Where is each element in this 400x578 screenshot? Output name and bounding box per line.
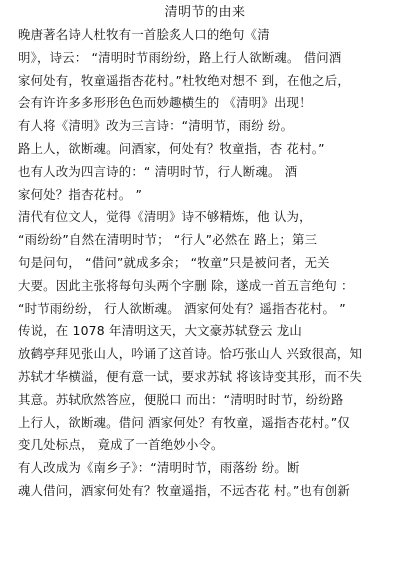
text-line: 清代有位文人，觉得《清明》诗不够精炼，他 认为， [18,209,312,225]
paragraph-three-character [18,115,392,161]
text-line: 句是问句， “借问”就成多余； “牧童”只是被问者，无关 [18,254,330,270]
paragraph-su-shi-legend [18,320,392,457]
paragraph-nan-xiang-zi [18,457,392,503]
paragraph-intro [18,24,392,115]
text-line: “时节雨纷纷， 行人欲断魂。 酒家何处有？遥指杏花村。 ” [18,300,346,316]
text-line: 明》，诗云： “清明时节雨纷纷，路上行人欲断魂。 借问酒 [18,49,342,65]
text-line: 传说，在 1078 年清明这天，大文豪苏轼登云 龙山 [18,323,302,339]
text-line: 上行人，欲断魂。借问 酒家何处？有牧童，遥指杏花村。”仅 [18,414,350,430]
text-line: 放鹤亭拜见张山人，吟诵了这首诗。恰巧张山人 兴致很高，知 [18,346,363,362]
text-line: 也有人改为四言诗的：“ 清明时节，行人断魂。 酒 [18,163,298,179]
document-title: 清明节的由来 [164,5,246,20]
text-line: 魂人借问，酒家何处有？牧童遥指，不远杏花 村。”也有创新 [18,482,350,498]
paragraph-four-character [18,161,392,207]
text-line: 路上人，欲断魂。问酒家，何处有？牧童指，杏 花村。” [18,140,325,156]
text-line: 会有许许多多形形色色而妙趣横生的 《清明》出现！ [18,95,312,111]
text-line: 家何处？指杏花村。 ” [18,186,143,202]
text-line: 有人将《清明》改为三言诗：“清明节，雨纷 纷。 [18,118,294,134]
text-line: “雨纷纷”自然在清明时节； “行人”必然在 路上；第三 [18,232,318,248]
text-line: 晚唐著名诗人杜牧有一首脍炙人口的绝句《清 [18,27,270,42]
text-line: 其意。苏轼欣然答应，便脱口 而出：“清明时时节，纷纷路 [18,391,344,407]
text-line: 变几处标点， 竟成了一首绝妙小令。 [18,437,224,453]
paragraph-qing-dynasty [18,206,392,320]
text-line: 家何处有，牧童遥指杏花村。”杜牧绝对想不 到，在他之后， [18,72,350,88]
text-line: 苏轼才华横溢，便有意一试，要求苏轼 将该诗变其形，而不失 [18,368,363,384]
text-line: 大要。因此主张将每句头两个字删 除，遂成一首五言绝句 ： [18,277,354,293]
text-line: 有人改成为《南乡子》：“清明时节，雨落纷 纷。断 [18,460,300,476]
